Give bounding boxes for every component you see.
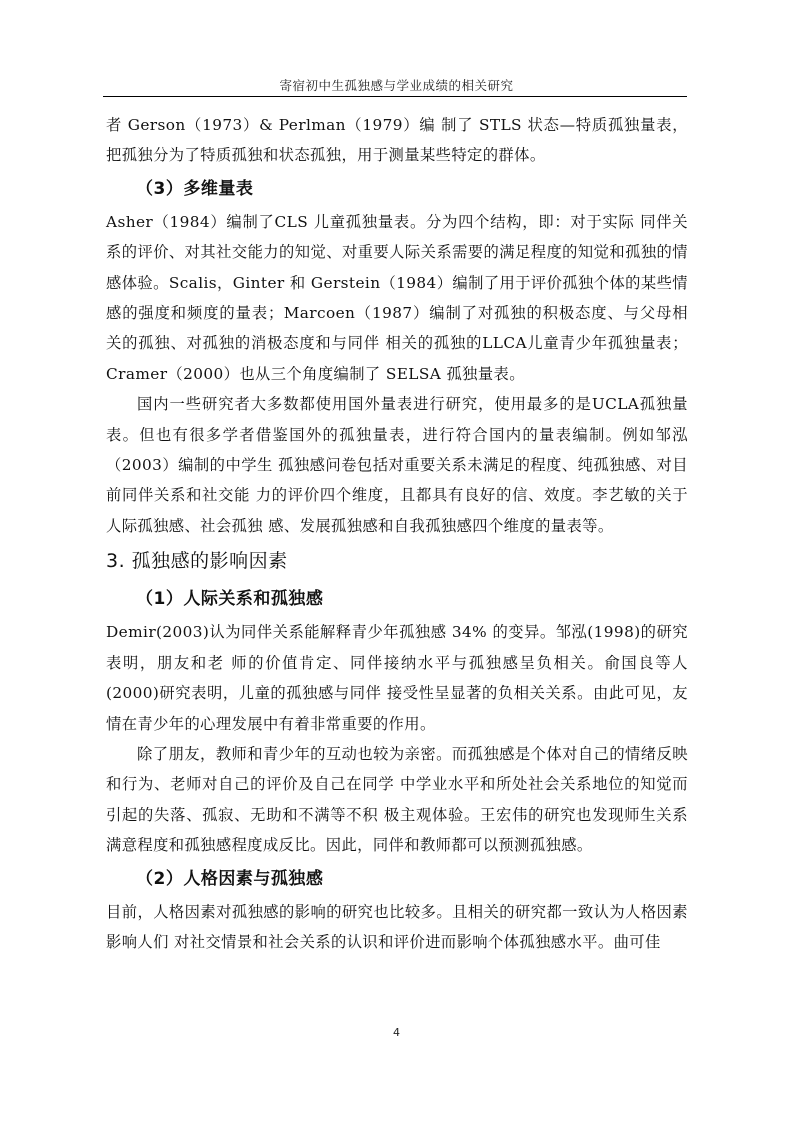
- paragraph: 目前，人格因素对孤独感的影响的研究也比较多。且相关的研究都一致认为人格因素影响人们 对社交情景和社会关系的认识和评价进而影响个体孤独感水平。曲可佳: [106, 902, 688, 951]
- paragraph: 者 Gerson（1973）& Perlman（1979）编 制了 STLS 状态—特质孤独量表，把孤独分为了特质孤独和状态孤独，用于测量某些特定的群体。: [106, 116, 688, 165]
- paragraph: Demir(2003)认为同伴关系能解释青少年孤独感 34% 的变异。邹泓(1998)的研究表明，朋友和老 师的价值肯定、同伴接纳水平与孤独感呈负相关。俞国良等人(2000)研究表明，儿童的孤独感与同伴 接受性呈显著的负相关关系。由此可见，友情在青少年的心理发展中有着非常重要的作用。: [106, 623, 688, 733]
- subheading-interpersonal-relations: （1）人际关系和孤独感: [136, 589, 324, 610]
- page-body: [106, 110, 688, 957]
- subheading-multidimensional-scales: （3）多维量表: [136, 178, 254, 199]
- page-number: 4: [393, 1026, 400, 1039]
- section-heading-influencing-factors: 3. 孤独感的影响因素: [106, 550, 288, 573]
- subheading-personality-factors: （2）人格因素与孤独感: [136, 868, 324, 889]
- running-header: 寄宿初中生孤独感与学业成绩的相关研究: [279, 78, 514, 93]
- paragraph: 除了朋友，教师和青少年的互动也较为亲密。而孤独感是个体对自己的情绪反映和行为、老师对自己的评价及自己在同学 中学业水平和所处社会关系地位的知觉而引起的失落、孤寂、无助和不满等不积 极主观体验。王宏伟的研究也发现师生关系满意程度和孤独感程度成反比。因此，同伴和教师都可以预测孤独感。: [106, 744, 688, 855]
- paragraph: Asher（1984）编制了CLS 儿童孤独量表。分为四个结构，即：对于实际 同伴关系的评价、对其社交能力的知觉、对重要人际关系需要的满足程度的知觉和孤独的情感体验。Scalis，Ginter 和 Gerstein（1984）编制了用于评价孤独个体的某些情感的强度和频度的量表；Marcoen（1987）编制了对孤独的积极态度、与父母相关的孤独、对孤独的消极态度和与同伴 相关的孤独的LLCA儿童青少年孤独量表；Cramer（2000）也从三个角度编制了 SELSA 孤独量表。: [106, 212, 688, 383]
- header-divider: [103, 96, 687, 97]
- paragraph: 国内一些研究者大多数都使用国外量表进行研究，使用最多的是UCLA孤独量表。但也有很多学者借鉴国外的孤独量表，进行符合国内的量表编制。例如邹泓（2003）编制的中学生 孤独感问卷包括对重要关系未满足的程度、纯孤独感、对目前同伴关系和社交能 力的评价四个维度，且都具有良好的信、效度。李艺敏的关于人际孤独感、社会孤独 感、发展孤独感和自我孤独感四个维度的量表等。: [106, 395, 688, 535]
